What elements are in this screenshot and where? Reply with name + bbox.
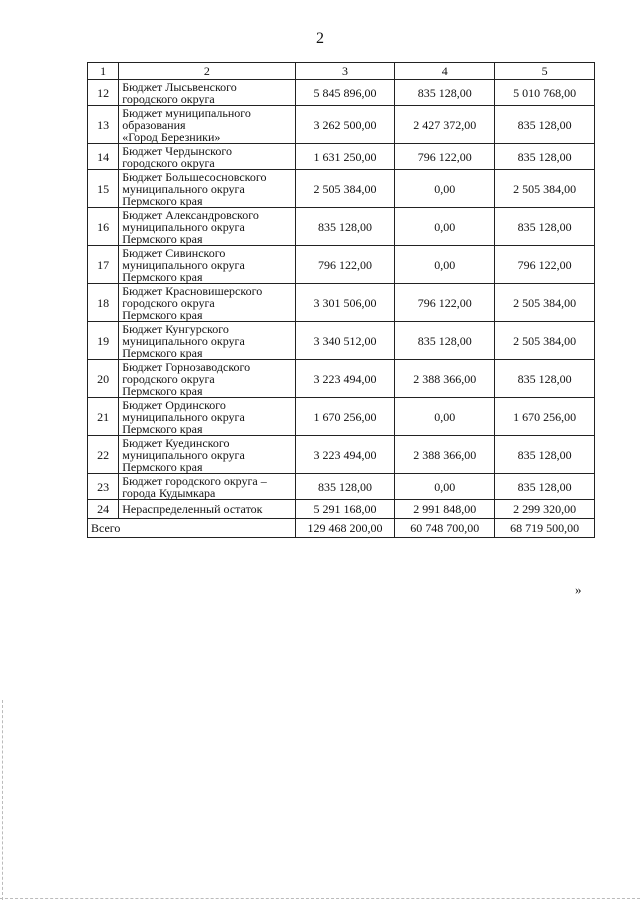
table-row [88,500,595,519]
amount-col5: 835 128,00 [495,360,595,398]
amount-col5: 796 122,00 [495,246,595,284]
amount-col5: 835 128,00 [495,436,595,474]
budget-name [119,170,295,208]
column-header-5: 5 [495,63,595,80]
table-row [88,170,595,208]
row-number: 15 [88,170,119,208]
budget-name-line: Бюджет Ординского [122,397,226,412]
amount-col4: 2 427 372,00 [395,106,495,144]
amount-col4: 0,00 [395,208,495,246]
table-row [88,436,595,474]
table-row [88,208,595,246]
amount-col3: 835 128,00 [295,208,395,246]
table-row [88,398,595,436]
table-row [88,80,595,106]
budget-name [119,208,295,246]
budget-name-line: Пермского края [122,231,203,246]
budget-name [119,106,295,144]
amount-col4: 0,00 [395,474,495,500]
table-row [88,360,595,398]
budget-name-line: Пермского края [122,383,203,398]
budget-name-line: Бюджет Красновишерского [122,283,263,298]
budget-name-line: городского округа [122,155,215,170]
budget-name [119,436,295,474]
budget-name-line: «Город Березники» [122,129,221,144]
amount-col3: 3 301 506,00 [295,284,395,322]
budget-name-line: Бюджет Куединского [122,435,230,450]
amount-col4: 835 128,00 [395,80,495,106]
row-number: 24 [88,500,119,519]
amount-col4: 0,00 [395,170,495,208]
column-header-4: 4 [395,63,495,80]
closing-quote: » [575,582,582,597]
budget-name-line: муниципального округа [122,219,245,234]
budget-name-line: муниципального округа [122,257,245,272]
budget-name [119,474,295,500]
amount-col3: 1 670 256,00 [295,398,395,436]
total-col5: 68 719 500,00 [495,519,595,538]
amount-col3: 3 340 512,00 [295,322,395,360]
budget-name [119,322,295,360]
row-number: 22 [88,436,119,474]
amount-col4: 2 388 366,00 [395,436,495,474]
budget-name-line: городского округа [122,295,215,310]
column-header-1: 1 [88,63,119,80]
budget-name-line: Бюджет Александровского [122,207,259,222]
amount-col4: 2 991 848,00 [395,500,495,519]
column-number-row [88,63,595,80]
scan-bottom-line [0,898,640,899]
table-row [88,144,595,170]
row-number: 20 [88,360,119,398]
amount-col3: 835 128,00 [295,474,395,500]
row-number: 23 [88,474,119,500]
page-number: 2 [316,30,324,47]
budget-name-line: Пермского края [122,345,203,360]
budget-name-line: Бюджет Лысьвенского [122,79,237,94]
budget-name-line: Бюджет Сивинского [122,245,226,260]
budget-name-line: муниципального округа [122,333,245,348]
table-row [88,322,595,360]
budget-name-line: Пермского края [122,193,203,208]
budget-name-line: Бюджет муниципального [122,105,251,120]
row-number: 17 [88,246,119,284]
amount-col3: 3 223 494,00 [295,436,395,474]
row-number: 19 [88,322,119,360]
amount-col5: 2 505 384,00 [495,170,595,208]
row-number: 18 [88,284,119,322]
budget-name-line: Бюджет Кунгурского [122,321,229,336]
total-col4: 60 748 700,00 [395,519,495,538]
budget-name-line: Пермского края [122,307,203,322]
amount-col3: 796 122,00 [295,246,395,284]
column-header-2: 2 [119,63,295,80]
amount-col5: 835 128,00 [495,144,595,170]
amount-col5: 835 128,00 [495,208,595,246]
budget-name-line: городского округа [122,91,215,106]
table-row [88,106,595,144]
total-label: Всего [88,519,296,538]
budget-name-line: Пермского края [122,459,203,474]
amount-col4: 0,00 [395,398,495,436]
row-number: 13 [88,106,119,144]
row-number: 14 [88,144,119,170]
amount-col5: 835 128,00 [495,106,595,144]
amount-col4: 796 122,00 [395,144,495,170]
budget-name [119,246,295,284]
table-row [88,284,595,322]
table-row [88,246,595,284]
budget-name-line: Бюджет Горнозаводского [122,359,251,374]
amount-col5: 2 505 384,00 [495,284,595,322]
amount-col3: 5 845 896,00 [295,80,395,106]
amount-col3: 3 223 494,00 [295,360,395,398]
budget-name [119,500,295,519]
amount-col3: 5 291 168,00 [295,500,395,519]
amount-col4: 796 122,00 [395,284,495,322]
budget-name [119,144,295,170]
budget-name-line: городского округа [122,371,215,386]
amount-col4: 835 128,00 [395,322,495,360]
budget-name [119,284,295,322]
budget-name-line: муниципального округа [122,447,245,462]
amount-col5: 835 128,00 [495,474,595,500]
budget-name-line: Бюджет городского округа – [122,473,267,488]
budget-name [119,80,295,106]
total-row [88,519,595,538]
budget-name [119,360,295,398]
budget-name-line: Пермского края [122,421,203,436]
scan-margin-line [2,700,3,900]
amount-col5: 5 010 768,00 [495,80,595,106]
row-number: 16 [88,208,119,246]
budget-name-line: муниципального округа [122,409,245,424]
budget-allocation-table [87,62,595,538]
row-number: 21 [88,398,119,436]
budget-name-line: Бюджет Большесосновского [122,169,267,184]
table-row [88,474,595,500]
budget-name [119,398,295,436]
amount-col5: 2 505 384,00 [495,322,595,360]
amount-col4: 0,00 [395,246,495,284]
budget-name-line: Нераспределенный остаток [122,502,263,516]
total-col3: 129 468 200,00 [295,519,395,538]
amount-col3: 1 631 250,00 [295,144,395,170]
amount-col5: 1 670 256,00 [495,398,595,436]
row-number: 12 [88,80,119,106]
budget-name-line: Пермского края [122,269,203,284]
budget-name-line: образования [122,117,186,132]
amount-col5: 2 299 320,00 [495,500,595,519]
budget-name-line: муниципального округа [122,181,245,196]
budget-name-line: Бюджет Чердынского [122,143,233,158]
budget-name-line: города Кудымкара [122,485,216,500]
amount-col4: 2 388 366,00 [395,360,495,398]
amount-col3: 3 262 500,00 [295,106,395,144]
column-header-3: 3 [295,63,395,80]
amount-col3: 2 505 384,00 [295,170,395,208]
